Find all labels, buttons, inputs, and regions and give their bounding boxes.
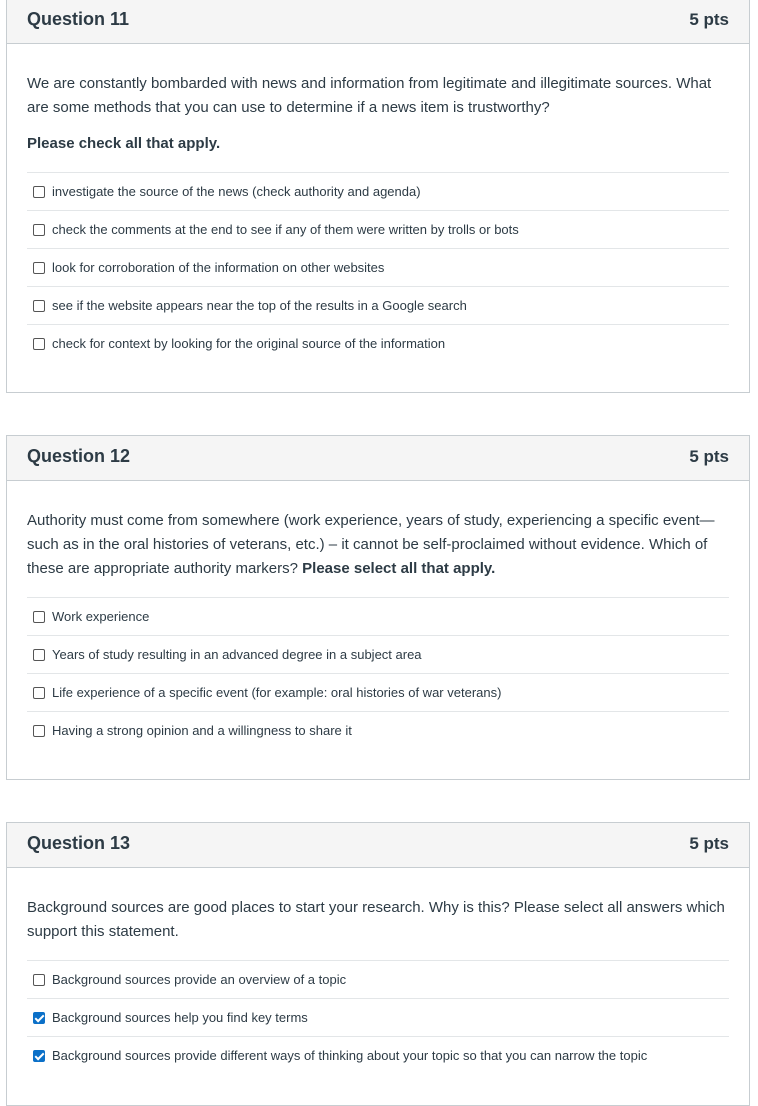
question-instruction: Please select all that apply. [302, 560, 496, 577]
question-text [27, 509, 729, 581]
question-header [7, 0, 749, 44]
checkbox[interactable] [33, 611, 45, 623]
answer-option[interactable] [27, 635, 729, 673]
checkbox[interactable] [33, 224, 45, 236]
answer-option[interactable] [27, 960, 729, 998]
answer-option[interactable] [27, 210, 729, 248]
checkbox[interactable] [33, 649, 45, 661]
question-prompt: Authority must come from somewhere (work experience, years of study, experiencing a specific event—such as in the oral histories of veterans, etc.) – it cannot be self-proclaimed without evidence. Which of these are appropriate authority markers? [27, 512, 715, 577]
question-13 [6, 822, 750, 1106]
answer-label: Background sources help you find key terms [52, 1009, 308, 1025]
answer-label: check for context by looking for the original source of the information [52, 335, 446, 351]
answer-label: investigate the source of the news (check authority and agenda) [52, 183, 421, 199]
question-title: Question 12 [27, 446, 131, 466]
answer-option[interactable] [27, 324, 729, 362]
answer-list [27, 597, 729, 771]
checkbox[interactable] [33, 1050, 45, 1062]
checkbox[interactable] [33, 338, 45, 350]
answer-label: look for corroboration of the information on other websites [52, 259, 385, 275]
checkbox[interactable] [33, 725, 45, 737]
question-text [27, 72, 729, 156]
question-points: 5 pts [689, 447, 729, 466]
answer-label: Years of study resulting in an advanced degree in a subject area [52, 646, 422, 662]
question-header [7, 823, 749, 868]
answer-label: Background sources provide an overview of a topic [52, 971, 347, 987]
question-prompt: We are constantly bombarded with news and information from legitimate and illegitimate sources. What are some methods that you can use to determine if a news item is trustworthy? [27, 75, 712, 116]
checkbox[interactable] [33, 974, 45, 986]
answer-label: Work experience [52, 608, 150, 624]
question-points: 5 pts [689, 10, 729, 29]
question-12 [6, 435, 750, 780]
answer-option[interactable] [27, 172, 729, 210]
answer-label: check the comments at the end to see if any of them were written by trolls or bots [52, 221, 519, 237]
answer-option[interactable] [27, 998, 729, 1036]
question-header [7, 436, 749, 481]
answer-option[interactable] [27, 1036, 729, 1074]
checkbox[interactable] [33, 1012, 45, 1024]
question-11 [6, 0, 750, 393]
answer-option[interactable] [27, 673, 729, 711]
question-points: 5 pts [689, 834, 729, 853]
question-instruction: Please check all that apply. [27, 135, 221, 152]
answer-option[interactable] [27, 248, 729, 286]
question-prompt: Background sources are good places to start your research. Why is this? Please select all answers which support this statement. [27, 899, 725, 940]
checkbox[interactable] [33, 262, 45, 274]
answer-label: Background sources provide different ways of thinking about your topic so that you can narrow the topic [52, 1047, 648, 1063]
question-title: Question 11 [27, 9, 130, 29]
answer-list [27, 960, 729, 1096]
checkbox[interactable] [33, 300, 45, 312]
question-text [27, 896, 729, 944]
checkbox[interactable] [33, 186, 45, 198]
answer-label: Life experience of a specific event (for example: oral histories of war veterans) [52, 684, 502, 700]
answer-label: Having a strong opinion and a willingness to share it [52, 722, 352, 738]
answer-option[interactable] [27, 286, 729, 324]
answer-option[interactable] [27, 597, 729, 635]
answer-list [27, 172, 729, 384]
question-title: Question 13 [27, 833, 131, 853]
answer-option[interactable] [27, 711, 729, 749]
answer-label: see if the website appears near the top of the results in a Google search [52, 297, 467, 313]
checkbox[interactable] [33, 687, 45, 699]
